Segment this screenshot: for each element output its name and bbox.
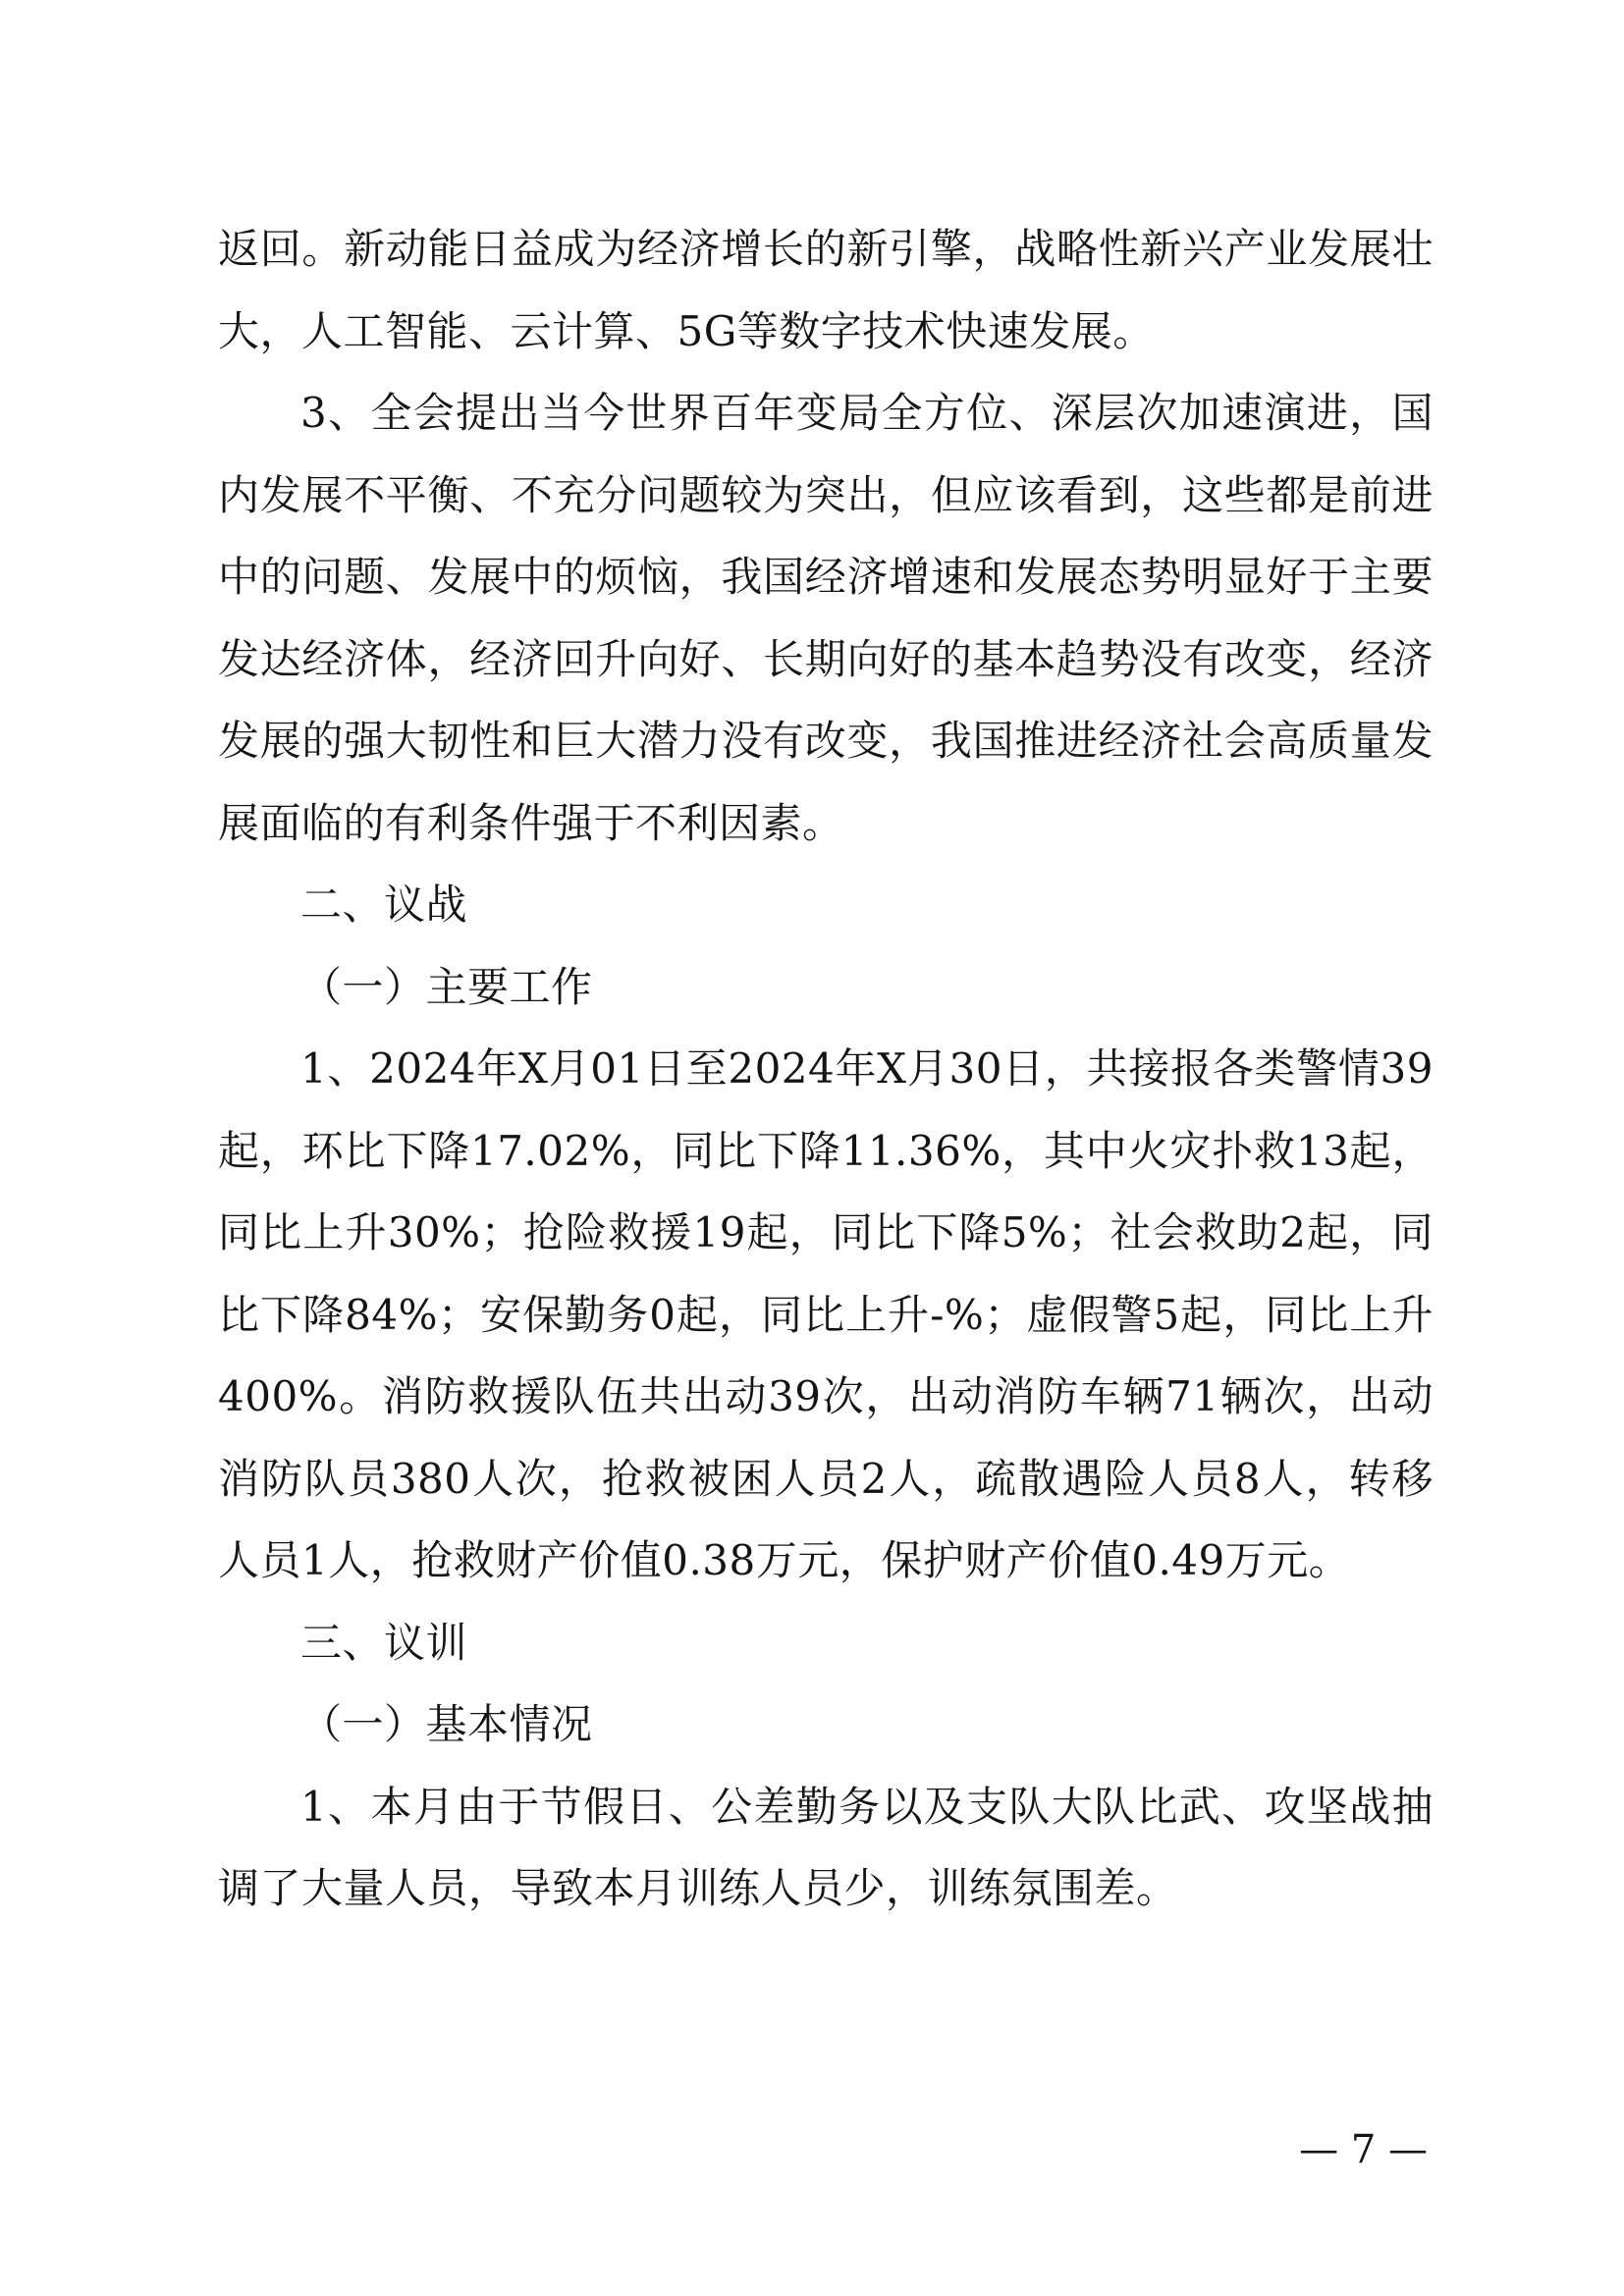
paragraph-alarm-statistics: 1、2024年X月01日至2024年X月30日，共接报各类警情39起，环比下降17.02%，同比下降11.36%，其中火灾扑救13起，同比上升30%；抢险救援19起，同比下降5%；社会救助2起，同比下降84%；安保勤务0起，同比上升-%；虚假警5起，同比上升400%。消防救援队伍共出动39次，出动消防车辆71辆次，出动消防队员380人次，抢救被困人员2人，疏散遇险人员8人，转移人员1人，抢救财产价值0.38万元，保护财产价值0.49万元。 <box>218 1044 1434 1584</box>
paragraph-continuation: 返回。新动能日益成为经济增长的新引擎，战略性新兴产业发展壮大，人工智能、云计算、5G等数字技术快速发展。 <box>218 225 1434 355</box>
section-heading-3: 三、议训 <box>300 1618 468 1667</box>
subsection-heading-main-work: （一）主要工作 <box>300 962 593 1011</box>
page-number: — 7 — <box>1299 2127 1428 2172</box>
section-heading-2: 二、议战 <box>300 881 468 929</box>
subsection-heading-basic-situation: （一）基本情况 <box>300 1700 593 1748</box>
document-body <box>218 208 1434 1930</box>
paragraph-training-situation: 1、本月由于节假日、公差勤务以及支队大队比武、攻坚战抽调了大量人员，导致本月训练人员少，训练氛围差。 <box>218 1782 1434 1912</box>
paragraph-item-3: 3、全会提出当今世界百年变局全方位、深层次加速演进，国内发展不平衡、不充分问题较为突出，但应该看到，这些都是前进中的问题、发展中的烦恼，我国经济增速和发展态势明显好于主要发达经济体，经济回升向好、长期向好的基本趋势没有改变，经济发展的强大韧性和巨大潜力没有改变，我国推进经济社会高质量发展面临的有利条件强于不利因素。 <box>218 389 1434 847</box>
